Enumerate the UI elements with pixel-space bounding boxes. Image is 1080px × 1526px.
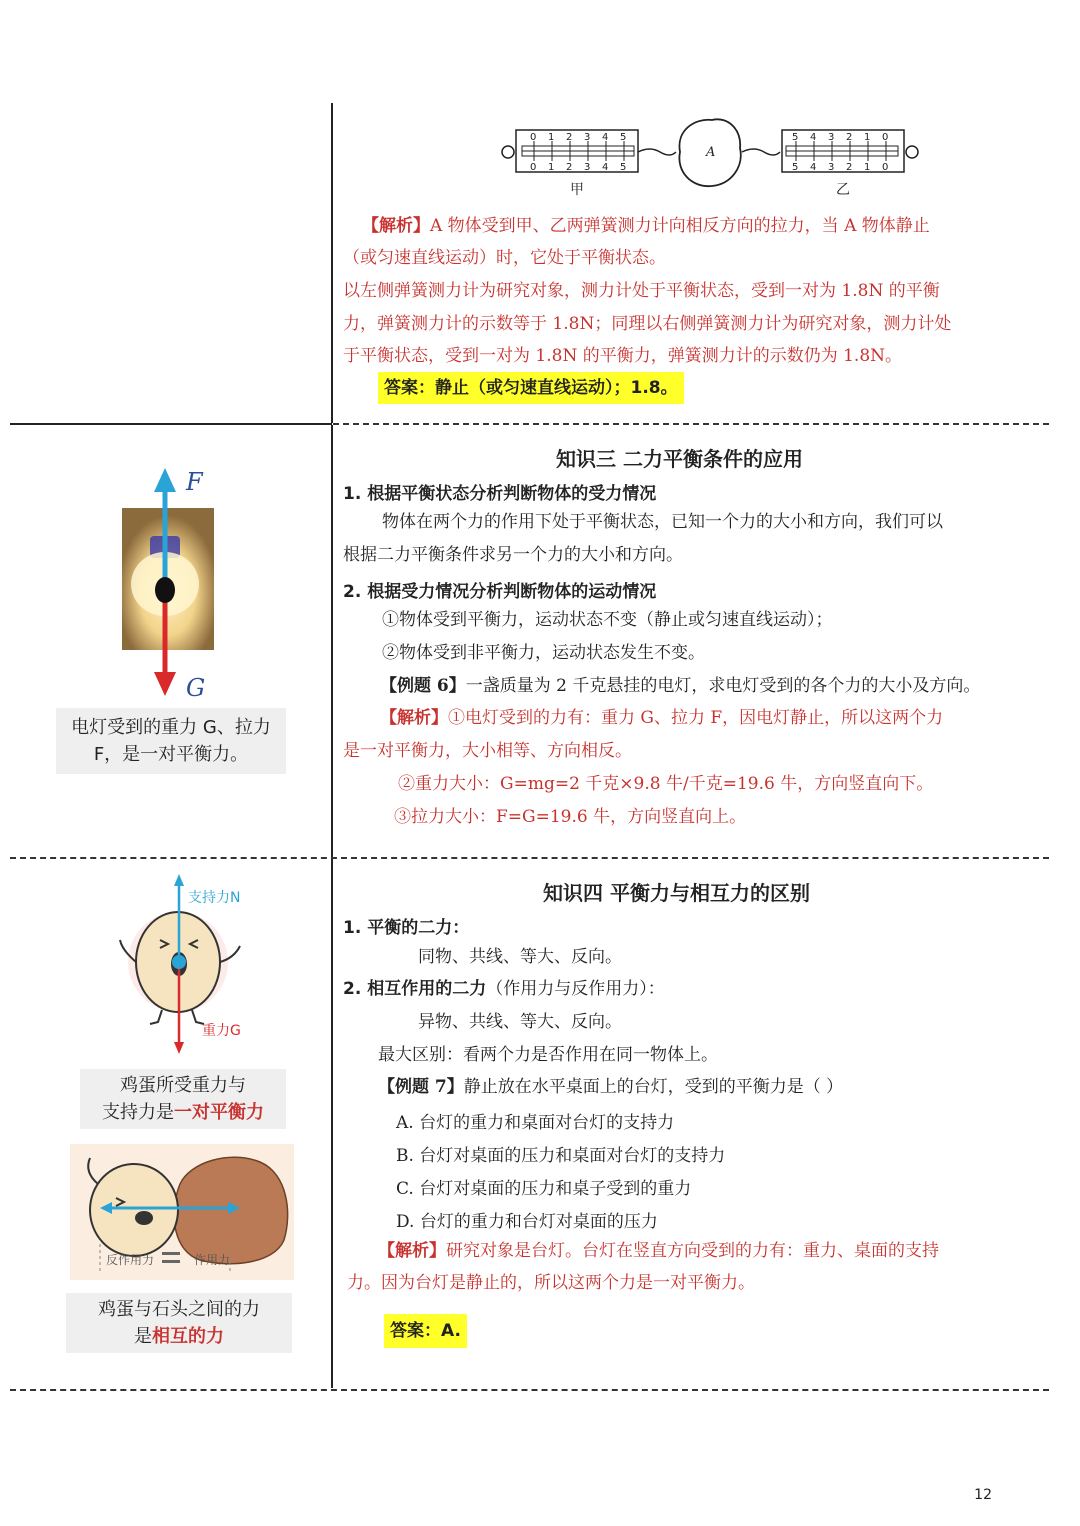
section4-sub2: 2. 相互作用的二力（作用力与反作用力）： [343,979,665,999]
svg-text:3: 3 [828,132,835,143]
svg-text:2: 2 [566,162,573,173]
section3-sub2: 2. 根据受力情况分析判断物体的运动情况 [343,582,657,602]
section4-answer: 答案：A. [384,1314,467,1348]
row-divider-right-1 [333,423,1049,425]
left-spring-scale [502,130,676,173]
lamp-caption: 电灯受到的重力 G、拉力 F，是一对平衡力。 [56,708,286,774]
option-a: A. 台灯的重力和桌面对台灯的支持力 [396,1113,675,1133]
prev-analysis-line-3: 以左侧弹簧测力计为研究对象，测力计处于平衡状态，受到一对为 1.8N 的平衡 [343,281,940,301]
svg-text:0: 0 [530,132,537,143]
svg-text:4: 4 [810,162,817,173]
spring-scale-figure [500,110,920,200]
svg-text:0: 0 [882,162,889,173]
section4-p2: 异物、共线、等大、反向。 [418,1012,622,1032]
section3-p1a: 物体在两个力的作用下处于平衡状态，已知一个力的大小和方向，我们可以 [382,512,943,532]
right-spring-scale [742,130,918,173]
svg-text:3: 3 [828,162,835,173]
section3-item2: ②物体受到非平衡力，运动状态发生不变。 [382,643,705,663]
prev-analysis-line-2: （或匀速直线运动）时，它处于平衡状态。 [343,248,666,268]
svg-text:2: 2 [566,132,573,143]
svg-text:1: 1 [548,132,555,143]
svg-text:5: 5 [792,132,799,143]
prev-analysis-line-4: 力，弹簧测力计的示数等于 1.8N；同理以右侧弹簧测力计为研究对象，测力计处 [343,314,952,334]
prev-analysis-tag: 【解析】 [362,216,430,236]
option-d: D. 台灯的重力和台灯对桌面的压力 [396,1212,658,1232]
column-divider-2 [331,425,333,857]
section4-p3: 最大区别：看两个力是否作用在同一物体上。 [378,1045,718,1065]
row-divider-2 [10,857,1049,859]
svg-text:1: 1 [864,132,871,143]
option-c: C. 台灯对桌面的压力和桌子受到的重力 [396,1179,692,1199]
scale-label-yi: 乙 [836,182,850,198]
prev-analysis-line-5: 于平衡状态，受到一对为 1.8N 的平衡力，弹簧测力计的示数仍为 1.8N。 [343,346,903,366]
row-divider-left-1 [10,423,332,425]
section3-example: 【例题 6】一盏质量为 2 千克悬挂的电灯，求电灯受到的各个力的大小及方向。 [380,676,981,696]
section4-example: 【例题 7】静止放在水平桌面上的台灯，受到的平衡力是（ ） [378,1077,844,1097]
svg-text:3: 3 [584,132,591,143]
section3-analysis-2: ②重力大小：G=mg=2 千克×9.8 牛/千克=19.6 牛，方向竖直向下。 [398,774,934,794]
force-point [155,577,175,603]
option-b: B. 台灯对桌面的压力和桌面对台灯的支持力 [396,1146,726,1166]
svg-text:4: 4 [602,132,609,143]
egg-caption-2: 鸡蛋与石头之间的力 是相互的力 [66,1293,292,1353]
egg-body-2 [90,1164,178,1256]
label-g: G [186,674,206,702]
section3-sub1: 1. 根据平衡状态分析判断物体的受力情况 [343,484,657,504]
svg-text:1: 1 [548,162,555,173]
section3-analysis-3: ③拉力大小：F=G=19.6 牛，方向竖直向上。 [394,807,747,827]
egg-balance-figure [100,870,260,1055]
section3-analysis-1: 【解析】①电灯受到的力有：重力 G、拉力 F，因电灯静止，所以这两个力 [380,708,944,728]
svg-text:2: 2 [846,162,853,173]
lamp-force-figure [110,462,230,702]
section3-analysis-1b: 是一对平衡力，大小相等、方向相反。 [343,741,632,761]
egg-stone-figure [70,1144,294,1280]
support-label: 支持力N [188,890,241,906]
section4-analysis-1b: 力。因为台灯是静止的，所以这两个力是一对平衡力。 [347,1273,755,1293]
column-divider-3 [331,858,333,1388]
reaction-label: 反作用力 [106,1253,155,1267]
section4-title: 知识四 平衡力与相互力的区别 [543,881,810,905]
svg-text:5: 5 [620,162,627,173]
page-number: 12 [974,1487,992,1503]
scale-label-jia: 甲 [570,182,584,198]
svg-text:4: 4 [810,132,817,143]
section3-p1b: 根据二力平衡条件求另一个力的大小和方向。 [343,545,683,565]
svg-text:3: 3 [584,162,591,173]
svg-text:5: 5 [620,132,627,143]
section3-title: 知识三 二力平衡条件的应用 [556,447,803,471]
object-a-label: A [706,145,716,160]
svg-text:0: 0 [882,132,889,143]
egg-caption-1: 鸡蛋所受重力与 支持力是一对平衡力 [80,1069,286,1129]
section3-item1: ①物体受到平衡力，运动状态不变（静止或匀速直线运动）； [382,610,833,630]
svg-text:2: 2 [846,132,853,143]
egg-gravity-label: 重力G [202,1023,241,1039]
column-divider-1 [331,103,333,423]
action-label: 作用力 [194,1253,231,1267]
section4-analysis-1: 【解析】研究对象是台灯。台灯在竖直方向受到的力有：重力、桌面的支持 [378,1241,939,1261]
section4-p1: 同物、共线、等大、反向。 [418,947,622,967]
prev-analysis-line-1: 【解析】A 物体受到甲、乙两弹簧测力计向相反方向的拉力，当 A 物体静止 [362,216,930,236]
svg-text:0: 0 [530,162,537,173]
prev-answer: 答案：静止（或匀速直线运动）；1.8。 [378,372,684,404]
svg-text:5: 5 [792,162,799,173]
section4-sub1: 1. 平衡的二力： [343,918,470,938]
row-divider-3 [10,1389,1049,1391]
label-f: F [186,468,203,496]
svg-text:1: 1 [864,162,871,173]
svg-text:4: 4 [602,162,609,173]
egg-force-point [172,955,186,969]
